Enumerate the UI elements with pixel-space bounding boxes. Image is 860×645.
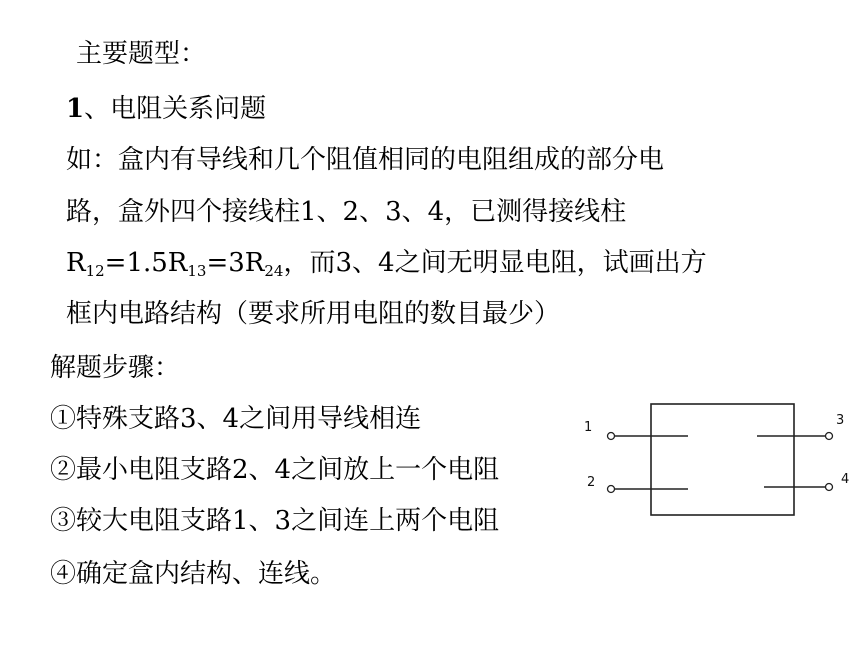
black-box [651, 404, 794, 515]
step-4: ④确定盒内结构、连线。 [50, 559, 337, 589]
circuit-box-diagram [570, 392, 850, 532]
formula-r13: $=1.5R_{13}$ [104, 248, 207, 280]
terminal-2-label: 2 [587, 475, 596, 490]
section-heading: 主要题型： [76, 39, 207, 69]
terminal-4-label: 4 [841, 472, 850, 487]
formula-r12: $R_{12}$ [66, 248, 105, 280]
terminal-2 [608, 486, 615, 493]
terminal-3-label: 3 [836, 413, 845, 428]
problem-title [66, 93, 266, 125]
formula-r24: $=3R_{24}$ [206, 248, 284, 280]
problem-line-4: 框内电路结构（要求所用电阻的数目最少） [66, 299, 561, 329]
solution-heading: 解题步骤： [50, 353, 181, 383]
step-1: ①特殊支路3、4之间用导线相连 [50, 404, 422, 434]
terminal-1-label: 1 [584, 420, 593, 435]
terminal-3 [826, 433, 833, 440]
problem-title-text: 、电阻关系问题 [84, 94, 267, 124]
step-3: ③较大电阻支路1、3之间连上两个电阻 [50, 506, 500, 536]
terminal-1 [608, 433, 615, 440]
formula-tail: ，而3、4之间无明显电阻，试画出方 [283, 248, 707, 278]
step-2: ②最小电阻支路2、4之间放上一个电阻 [50, 455, 500, 485]
problem-number: 1 [66, 94, 85, 124]
problem-line-1: 如：盒内有导线和几个阻值相同的电阻组成的部分电 [66, 145, 665, 175]
problem-formula-line [66, 247, 707, 287]
terminal-4 [826, 484, 833, 491]
problem-line-2: 路，盒外四个接线柱1、2、3、4，已测得接线柱 [66, 197, 627, 227]
